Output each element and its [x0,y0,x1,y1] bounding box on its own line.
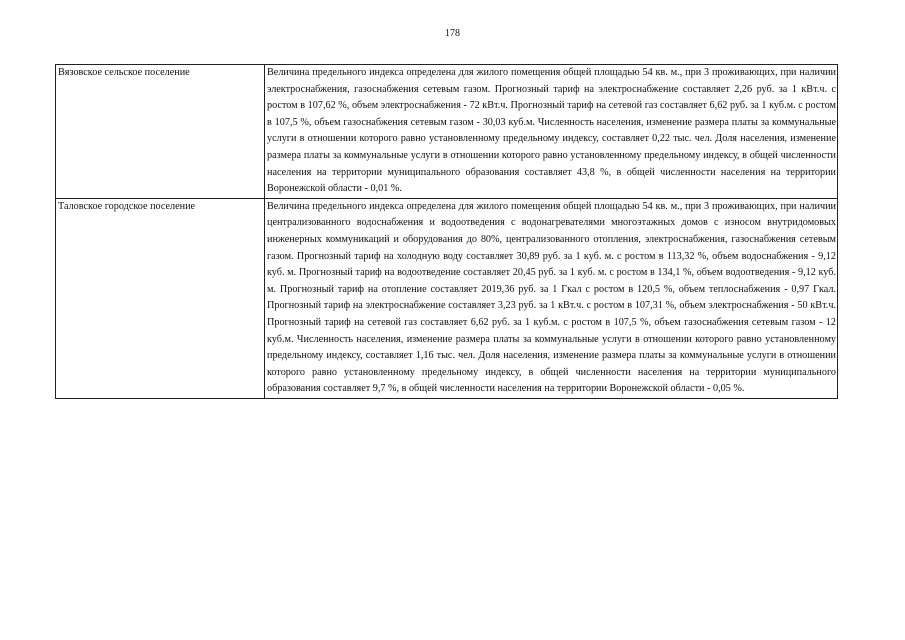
settlement-name-cell: Вязовское сельское поселение [56,65,265,199]
table-row [56,65,838,199]
table-row [56,198,838,398]
settlement-table [55,64,838,399]
page-number: 178 [445,28,460,39]
settlement-name-cell: Таловское городское поселение [56,198,265,398]
settlement-description-cell: Величина предельного индекса определена для жилого помещения общей площадью 54 кв. м., при 3 проживающих, при наличии централизованного водоснабжения и водоотведения с водонагревателями многоэтажных домов с износом внутридомовых инженерных коммуникаций и оборудования до 80%, централизованного отопления, электроснабжения, газоснабжения сетевым газом. Прогнозный тариф на холодную воду составляет 30,89 руб. за 1 куб. м. с ростом в 113,32 %, объем водоснабжения - 9,12 куб. м. Прогнозный тариф на водоотведение составляет 20,45 руб. за 1 куб. м. с ростом в 134,1 %, объем водоотведения - 9,12 куб. м. Прогнозный тариф на отопление составляет 2019,36 руб. за 1 Гкал с ростом в 120,5 %, объем теплоснабжения - 0,97 Гкал. Прогнозный тариф на электроснабжение составляет 3,23 руб. за 1 кВт.ч. с ростом в 107,31 %, объем электроснабжения - 50 кВт.ч. Прогнозный тариф на сетевой газ составляет 6,62 руб. за 1 куб.м. с ростом в 107,5 %, объем газоснабжения сетевым газом - 12 куб.м. Численность населения, изменение размера платы за коммунальные услуги в отношении которого равно установленному предельному индексу, составляет 1,16 тыс. чел. Доля населения, изменение размера платы за коммунальные услуги в отношении которого равно установленному предельному индексу, в общей численности населения на территории муниципального образования составляет 9,7 %, в общей численности населения на территории Воронежской области - 0,05 %. [265,198,838,398]
settlement-description-cell: Величина предельного индекса определена для жилого помещения общей площадью 54 кв. м., при 3 проживающих, при наличии электроснабжения, газоснабжения сетевым газом. Прогнозный тариф на электроснабжение составляет 2,26 руб. за 1 кВт.ч. с ростом в 107,62 %, объем электроснабжения - 72 кВт.ч. Прогнозный тариф на сетевой газ составляет 6,62 руб. за 1 куб.м. с ростом в 107,5 %, объем газоснабжения сетевым газом - 30,03 куб.м. Численность населения, изменение размера платы за коммунальные услуги в отношении которого равно установленному предельному индексу, составляет 0,22 тыс. чел. Доля населения, изменение размера платы за коммунальные услуги в отношении которого равно установленному предельному индексу, в общей численности населения на территории муниципального образования составляет 43,8 %, в общей численности населения на территории Воронежской области - 0,01 %. [265,65,838,199]
